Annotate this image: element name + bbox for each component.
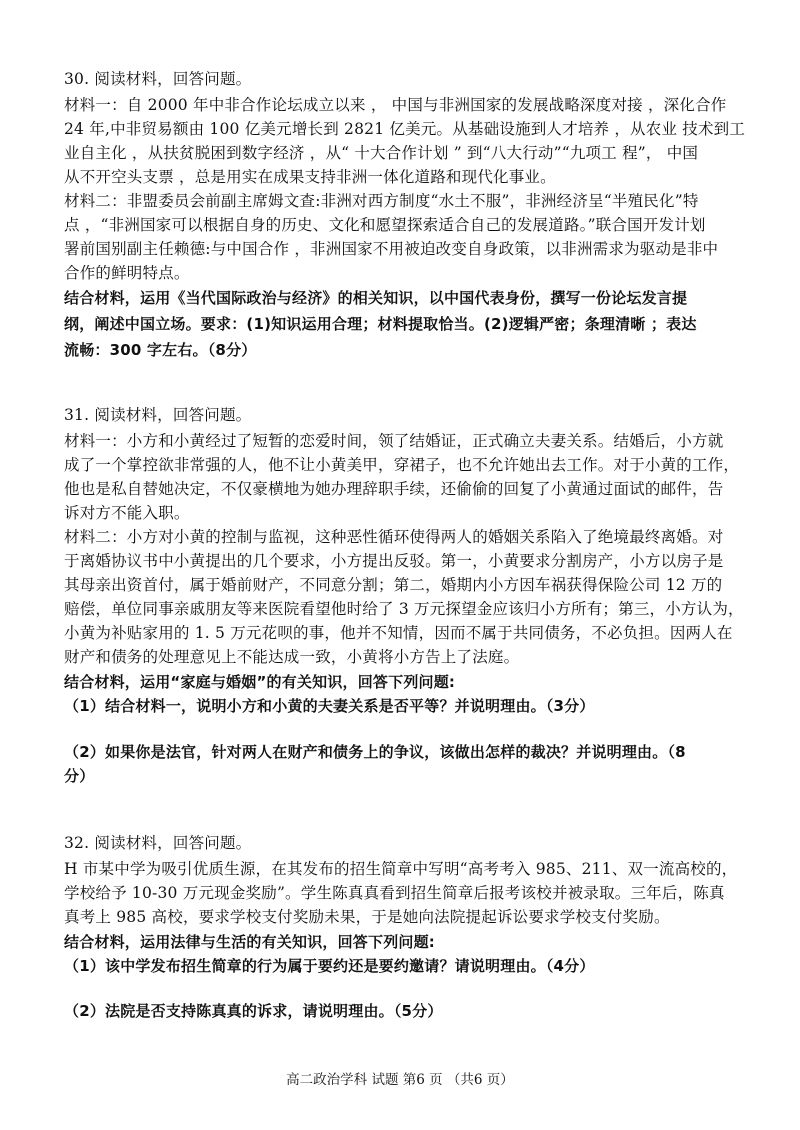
q31-material1-line: 他也是私自替她决定，不仅豪横地为她办理辞职手续，还偷偷的回复了小黄通过面试的邮件，告 — [64, 480, 724, 498]
q30-task-line: 结合材料，运用《当代国际政治与经济》的相关知识，以中国代表身份，撰写一份论坛发言提 — [64, 289, 688, 307]
q31-sub2-line: 分） — [64, 767, 95, 785]
q31-material2-line: 小黄为补贴家用的 1. 5 万元花呗的事，他并不知情，因而不属于共同债务，不必负担。因两人在 — [64, 624, 733, 642]
q30-title: 30. 阅读材料，回答问题。 — [64, 70, 252, 88]
q31-task: 结合材料，运用“家庭与婚姻”的有关知识，回答下列问题: — [64, 673, 456, 691]
q32-sub2: （2）法院是否支持陈真真的诉求，请说明理由。（5分） — [64, 1002, 443, 1020]
q30-material2-line: 材料二：非盟委员会前副主席姆文查:非洲对西方制度“水土不服”，非洲经济呈“半殖民化”特 — [64, 192, 699, 210]
q31-title: 31. 阅读材料，回答问题。 — [64, 406, 252, 424]
q30-material2-line: 点 ，“非洲国家可以根据自身的历史、文化和愿望探索适合自己的发展道路。”联合国开发计划 — [64, 216, 706, 234]
q31-material2-line: 赔偿，单位同事亲戚朋友等来医院看望他时给了 3 万元探望金应该归小方所有；第三，小方认为， — [64, 600, 744, 618]
q32-material-line: H 市某中学为吸引优质生源，在其发布的招生简章中写明“高考考入 985、211、双一流高校的， — [64, 860, 738, 878]
q30-material1-line: 业自主化 ，从扶贫脱困到数字经济 ，从“ 十大合作计划 ” 到“八大行动”“九项工 程”， 中国 — [64, 144, 699, 162]
q30-material2-line: 署前国别副主任赖德:与中国合作 ，非洲国家不用被迫改变自身政策，以非洲需求为驱动是非中 — [64, 240, 719, 258]
q31-material2-line: 于离婚协议书中小黄提出的几个要求，小方提出反驳。第一，小黄要求分割房产，小方以房子是 — [64, 552, 724, 570]
q30-material1-line: 材料一：自 2000 年中非合作论坛成立以来 ， 中国与非洲国家的发展战略深度对接 ，深化合作 — [64, 96, 727, 114]
q31-material2-line: 其母亲出资首付，属于婚前财产，不同意分割；第二，婚期内小方因车祸获得保险公司 12 万的 — [64, 576, 723, 594]
q32-sub1: （1）该中学发布招生简章的行为属于要约还是要约邀请？请说明理由。（4分） — [64, 957, 595, 975]
q31-material2-line: 财产和债务的处理意见上不能达成一致，小黄将小方告上了法庭。 — [64, 648, 520, 666]
q32-material-line: 学校给予 10-30 万元现金奖励”。学生陈真真看到招生简章后报考该校并被录取。三年后，陈真 — [64, 884, 725, 902]
q31-material1-line: 材料一：小方和小黄经过了短暂的恋爱时间，领了结婚证，正式确立夫妻关系。结婚后，小方就 — [64, 432, 724, 450]
q31-sub2-line: （2）如果你是法官，针对两人在财产和债务上的争议，该做出怎样的裁决？并说明理由。（8 — [64, 743, 686, 761]
q32-task: 结合材料，运用法律与生活的有关知识，回答下列问题: — [64, 933, 436, 951]
q31-material2-line: 材料二：小方对小黄的控制与监视，这种恶性循环使得两人的婚姻关系陷入了绝境最终离婚。对 — [64, 528, 724, 546]
q31-material1-line: 成了一个掌控欲非常强的人，他不让小黄美甲，穿裙子，也不允许她出去工作。对于小黄的工作， — [64, 456, 740, 474]
q31-sub1: （1）结合材料一，说明小方和小黄的夫妻关系是否平等？并说明理由。（3分） — [64, 697, 595, 715]
page-footer: 高二政治学科 试题 第6 页 （共6 页） — [286, 1072, 514, 1088]
q30-task-line: 流畅：300 字左右。（8分） — [64, 341, 257, 359]
q32-title: 32. 阅读材料，回答问题。 — [64, 834, 252, 852]
q30-material2-line: 合作的鲜明特点。 — [64, 264, 190, 282]
q30-task-line: 纲，阐述中国立场。要求：(1)知识运用合理；材料提取恰当。(2)逻辑严密；条理清晰 ；表达 — [64, 315, 697, 333]
q32-material-line: 真考上 985 高校，要求学校支付奖励未果，于是她向法院提起诉讼要求学校支付奖励。 — [64, 908, 670, 926]
q31-material1-line: 诉对方不能入职。 — [64, 504, 190, 522]
q30-material1-line: 从不开空头支票 ，总是用实在成果支持非洲一体化道路和现代化事业。 — [64, 168, 556, 186]
q30-material1-line: 24 年,中非贸易额由 100 亿美元增长到 2821 亿美元。从基础设施到人才培养 ，从农业 技术到工 — [64, 120, 746, 138]
